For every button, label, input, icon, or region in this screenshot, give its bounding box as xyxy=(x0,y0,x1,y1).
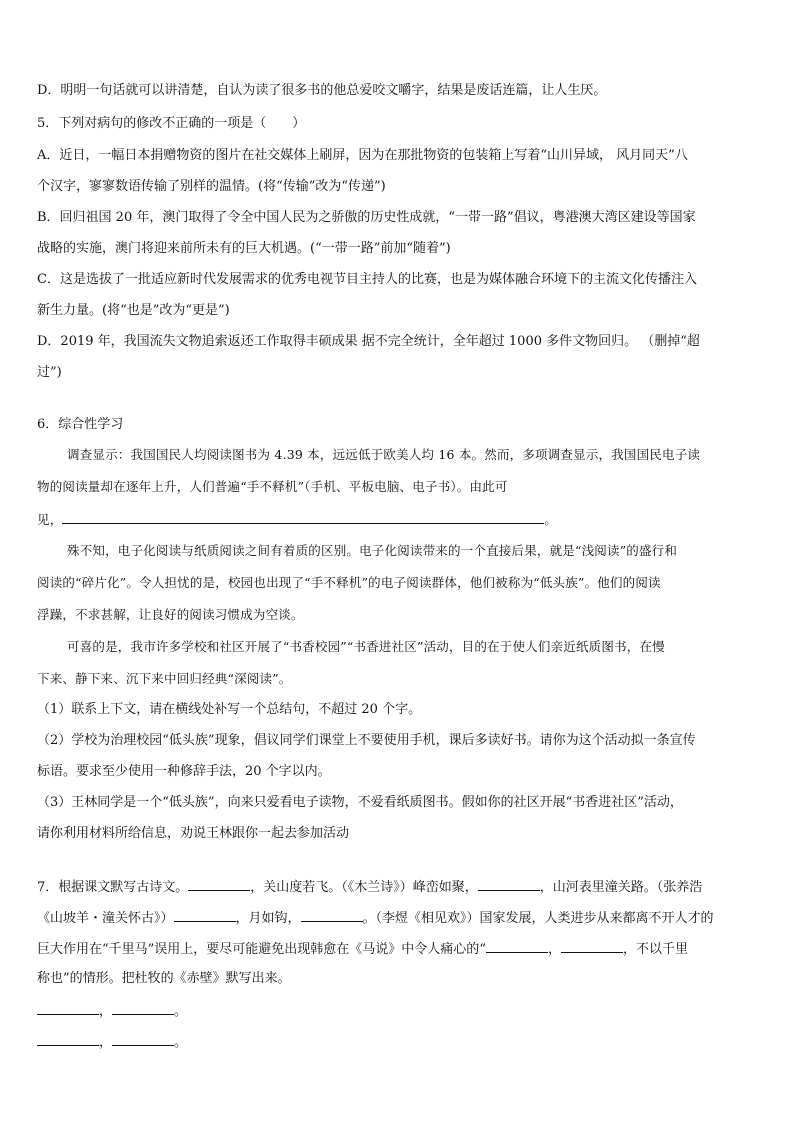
fill-blank[interactable] xyxy=(37,1032,99,1046)
q7-line2-b: ，月如钩， xyxy=(235,911,301,926)
passage-p1-line3-lead: 见， xyxy=(37,512,63,527)
q5-option-d-line1: D．2019 年，我国流失文物追索返还工作取得丰硕成果 据不完全统计，全年超过 1000 多件文物回归。 （删掉“超 xyxy=(37,334,700,349)
q5-option-a-line2: 个汉字，寥寥数语传输了别样的温情。(将“传输”改为“传递”) xyxy=(37,179,386,194)
q5-option-c-line2: 新生力量。(将“也是”改为“更是”) xyxy=(37,303,230,318)
q5-option-b-line2: 战略的实施，澳门将迎来前所未有的巨大机遇。(“一带一路”前加“随着”) xyxy=(37,241,451,256)
comma: ， xyxy=(99,1004,113,1019)
passage-p1-line3 xyxy=(37,510,557,529)
subquestion-2-line2: 标语。要求至少使用一种修辞手法，20 个字以内。 xyxy=(37,764,331,779)
period: 。 xyxy=(174,1004,188,1019)
q7-line4: 称也”的情形。把杜牧的《赤壁》默写出来。 xyxy=(37,971,291,986)
fill-blank[interactable] xyxy=(486,939,548,953)
q7-line2 xyxy=(37,908,714,928)
q5-option-b-line1: B．回归祖国 20 年，澳门取得了令全中国人民为之骄傲的历史性成就，“一带一路”倡议，粤港澳大湾区建设等国家 xyxy=(37,210,696,225)
passage-p3-line1: 可喜的是，我市许多学校和社区开展了“书香校园”“书香进社区”活动，目的在于使人们亲近纸质图书，在慢 xyxy=(67,639,665,654)
q7-line3-c: ，不以千里 xyxy=(622,942,688,957)
subquestion-1: （1）联系上下文，请在横线处补写一个总结句，不超过 20 个字。 xyxy=(37,702,422,717)
question-6-title: 6．综合性学习 xyxy=(37,417,124,432)
question-5-stem: 5．下列对病句的修改不正确的一项是（ ） xyxy=(37,116,306,131)
fill-blank[interactable] xyxy=(561,939,623,953)
fill-blank[interactable] xyxy=(301,908,363,922)
d-option-previous: D．明明一句话就可以讲清楚，自认为读了很多书的他总爱咬文嚼字，结果是废话连篇，让人生厌。 xyxy=(37,83,607,98)
q5-option-c-line1: C．这是选拔了一批适应新时代发展需求的优秀电视节目主持人的比赛，也是为媒体融合环境下的主流文化传播注入 xyxy=(37,272,697,287)
comma: ， xyxy=(99,1035,113,1050)
passage-p2-line2: 阅读的“碎片化”。令人担忧的是，校园也出现了“手不释机”的电子阅读群体，他们被称为“低头族”。他们的阅读 xyxy=(37,575,661,590)
passage-p2-line1: 殊不知，电子化阅读与纸质阅读之间有着质的区别。电子化阅读带来的一个直接后果，就是“浅阅读”的盛行和 xyxy=(67,543,678,558)
subquestion-2-line1: （2）学校为治理校园“低头族”现象，倡议同学们课堂上不要使用手机，课后多读好书。请你为这个活动拟一条宣传 xyxy=(37,733,696,748)
subquestion-3-line1: （3）王林同学是一个“低头族”，向来只爱看电子读物，不爱看纸质图书。假如你的社区开展“书香进社区”活动， xyxy=(37,795,683,810)
q7-line3-a: 巨大作用在“千里马”误用上，要尽可能避免出现韩愈在《马说》中令人痛心的“ xyxy=(37,942,486,957)
fill-blank[interactable] xyxy=(112,1001,174,1015)
q7-line1-c: ，山河表里潼关路。（张养浩 xyxy=(539,880,703,895)
q7-line2-a: 《山坡羊・潼关怀古》） xyxy=(37,911,174,926)
q5-option-d-line2: 过”) xyxy=(37,365,62,380)
q7-line3-b: ， xyxy=(547,942,561,957)
period: 。 xyxy=(174,1035,188,1050)
q7-line1-b: ，关山度若飞。（《木兰诗》）峰峦如聚， xyxy=(250,880,478,895)
fill-blank[interactable] xyxy=(37,1001,99,1015)
q7-line1-a: 7．根据课文默写古诗文。 xyxy=(37,880,189,895)
fill-blank[interactable] xyxy=(174,908,236,922)
fill-blank[interactable] xyxy=(112,1032,174,1046)
q7-line1 xyxy=(37,877,702,897)
q7-line2-c: 。（李煜《相见欢》）国家发展，人类进步从来都离不开人才的 xyxy=(362,911,714,926)
chibi-answer-line1 xyxy=(37,1001,187,1021)
passage-p1-line3-end: 。 xyxy=(544,512,558,527)
passage-p2-line3: 浮躁，不求甚解，让良好的阅读习惯成为空谈。 xyxy=(37,607,304,622)
q7-line3 xyxy=(37,939,688,959)
summary-answer-blank[interactable] xyxy=(62,510,544,524)
passage-p1-line1: 调查显示：我国国民人均阅读图书为 4.39 本，远远低于欧美人均 16 本。然而，多项调查显示，我国国民电子读 xyxy=(67,447,701,462)
subquestion-3-line2: 请你利用材料所给信息，劝说王林跟你一起去参加活动 xyxy=(37,826,350,841)
passage-p1-line2: 物的阅读量却在逐年上升，人们普遍“手不释机”（手机、平板电脑、电子书）。由此可 xyxy=(37,479,508,494)
fill-blank[interactable] xyxy=(478,877,540,891)
fill-blank[interactable] xyxy=(188,877,250,891)
q5-option-a-line1: A．近日，一幅日本捐赠物资的图片在社交媒体上刷屏，因为在那批物资的包装箱上写着“山川异域， 风月同天”八 xyxy=(37,148,688,163)
passage-p3-line2: 下来、静下来、沉下来中回归经典“深阅读”。 xyxy=(37,671,292,686)
chibi-answer-line2 xyxy=(37,1032,187,1052)
